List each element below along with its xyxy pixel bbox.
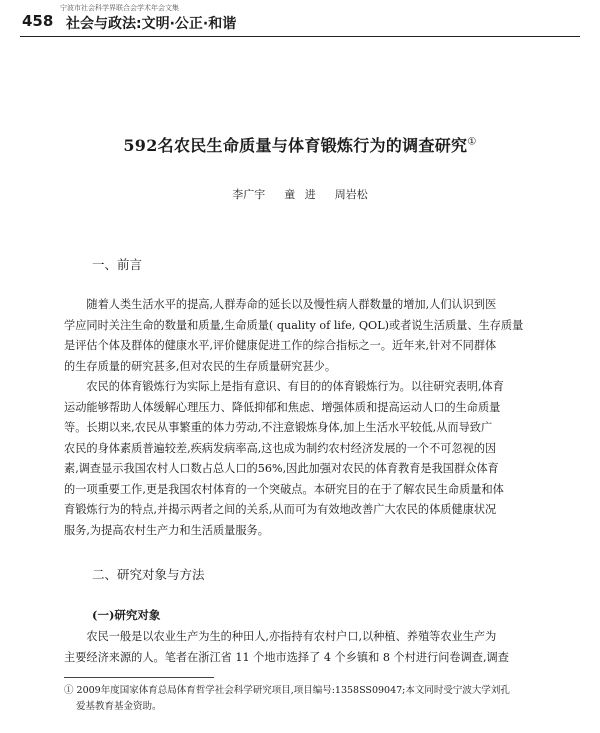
section-heading-methods: 二、研究对象与方法 xyxy=(92,567,205,582)
text-line: 主要经济来源的人。笔者在浙江省 11 个地市选择了 4 个乡镇和 8 个村进行问卷调查,调查 xyxy=(64,650,509,664)
text-line: 服务,为提高农村生产力和生活质量服务。 xyxy=(64,523,269,537)
footnote-rule xyxy=(64,677,214,678)
article-title xyxy=(0,133,600,156)
text-line: 运动能够帮助人体缓解心理压力、降低抑郁和焦虑、增强体质和提高运动人口的生命质量 xyxy=(64,400,501,414)
text-line: 农民一般是以农业生产为生的种田人,亦指持有农村户口,以种植、养殖等农业生产为 xyxy=(86,630,497,643)
page-number: 458 xyxy=(22,12,54,30)
intro-paragraph-2 xyxy=(64,377,544,541)
section-heading-intro: 一、前言 xyxy=(92,257,143,272)
text-line: 等。长期以来,农民从事繁重的体力劳动,不注意锻炼身体,加上生活水平较低,从而导致广 xyxy=(64,421,493,434)
text-line: 的生存质量的研究甚多,但对农民的生存质量研究甚少。 xyxy=(64,359,337,373)
text-line: 是评估个体及群体的健康水平,评价健康促进工作的综合指标之一。近年来,针对不同群体 xyxy=(64,339,497,352)
header-rule xyxy=(20,36,580,37)
text-line: 随着人类生活水平的提高,人群寿命的延长以及慢性病人群数量的增加,人们认识到医 xyxy=(86,298,497,311)
text-line: 育锻炼行为的特点,并揭示两者之间的关系,从而可为有效地改善广大农民的体质健康状况 xyxy=(64,503,497,516)
text-line: 素,调查显示我国农村人口数占总人口的56%,因此加强对农民的体育教育是我国群众体育 xyxy=(64,462,499,475)
text-line: 学应同时关注生命的数量和质量,生命质量( quality of life, QOL)或者说生活质量、生存质量 xyxy=(64,318,524,332)
text-line: 农民的身体素质普遍较差,疾病发病率高,这也成为制约农村经济发展的一个不可忽视的因 xyxy=(64,441,497,455)
authors: 李广宇 童 进 周岩松 xyxy=(232,188,368,201)
article-title-text: 592名农民生命质量与体育锻炼行为的调查研究 xyxy=(123,136,468,155)
footnote xyxy=(64,683,554,715)
intro-paragraph-1 xyxy=(64,295,544,377)
footnote-line: 爱基教育基金资助。 xyxy=(76,701,162,712)
book-title: 社会与政法:文明·公正·和谐 xyxy=(66,16,237,32)
text-line: 农民的体育锻炼行为实际上是指有意识、有目的的体育锻炼行为。以往研究表明,体育 xyxy=(86,380,504,393)
collection-title: 宁波市社会科学界联合会学术年会文集 xyxy=(60,4,179,12)
footnote-line: ① 2009年度国家体育总局体育哲学社会科学研究项目,项目编号:1358SS09047;本文同时受宁波大学刘孔 xyxy=(64,685,510,696)
footnote-marker: ① xyxy=(467,136,477,148)
subjects-paragraph xyxy=(64,627,544,668)
text-line: 的一项重要工作,更是我国农村体育的一个突破点。本研究目的在于了解农民生命质量和体 xyxy=(64,482,504,496)
subsection-heading-subjects: (一)研究对象 xyxy=(92,608,161,622)
